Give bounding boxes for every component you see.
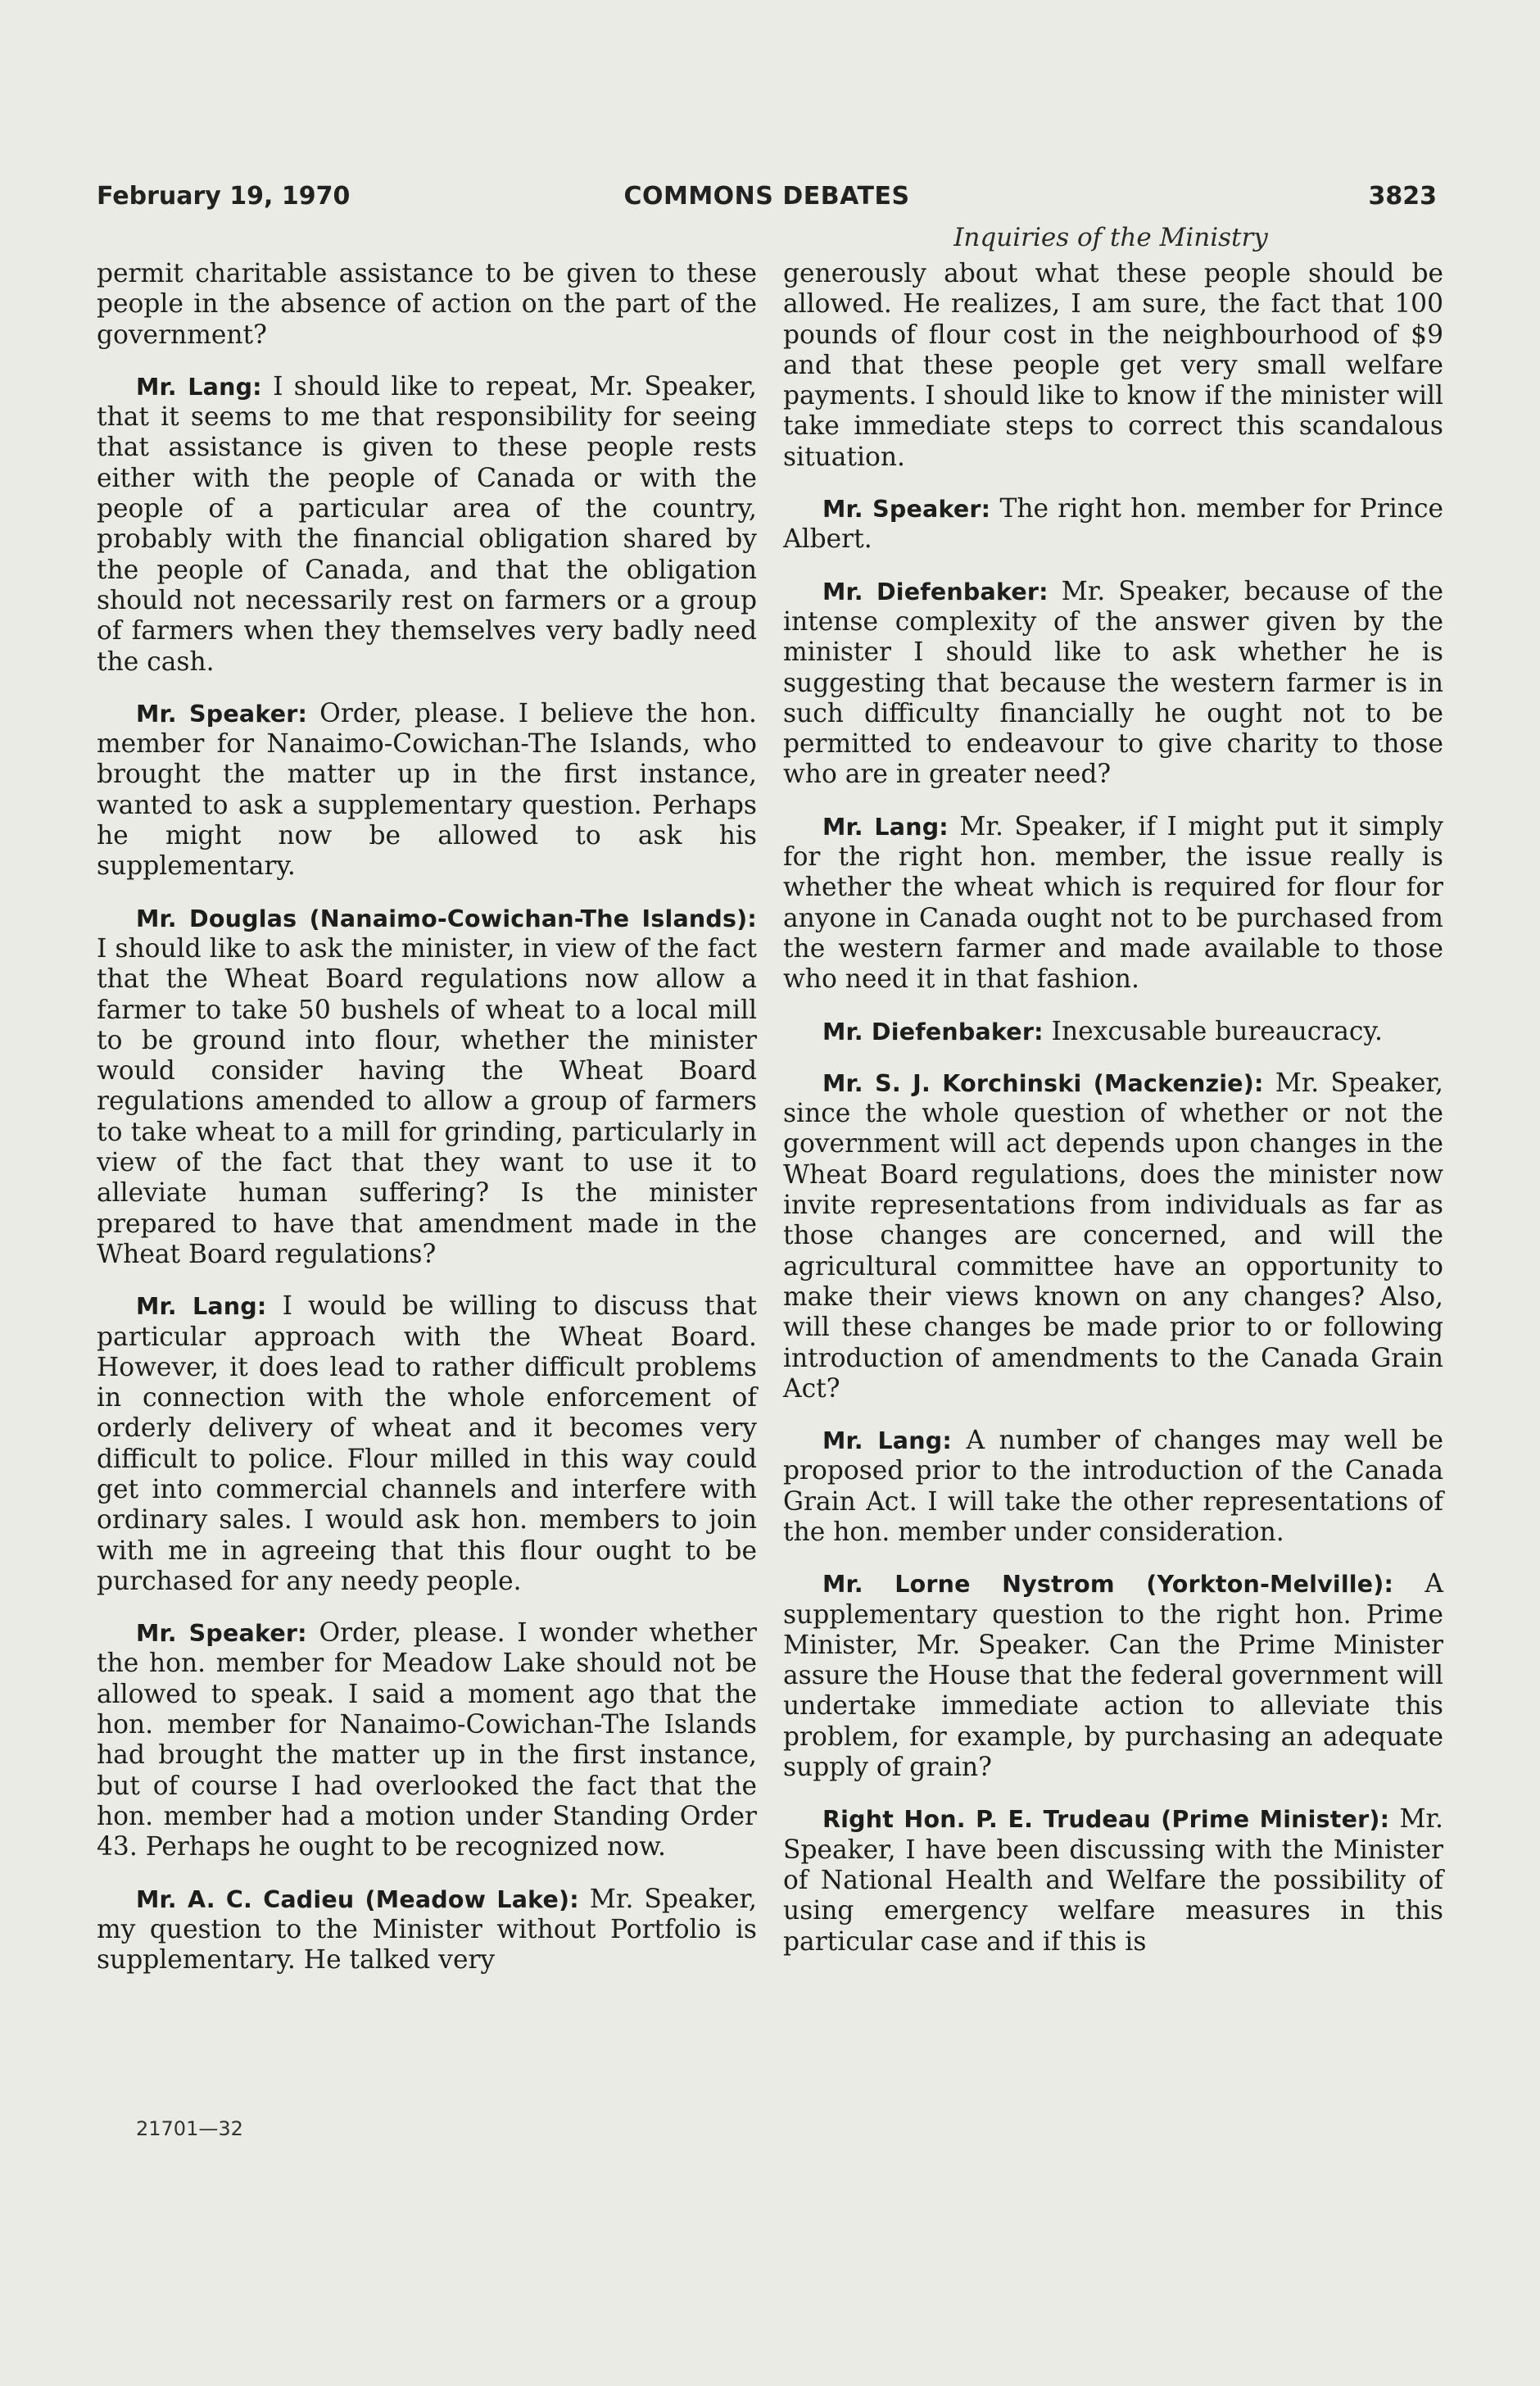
paragraph — [783, 1017, 1443, 1047]
speaker-name: Mr. Lorne Nystrom (Yorkton-Melville): — [822, 1571, 1394, 1599]
speaker-name: Mr. Speaker: — [822, 496, 991, 524]
right-column — [783, 259, 1443, 1979]
paragraph — [97, 372, 757, 678]
speaker-name: Mr. Douglas (Nanaimo-Cowichan-The Islands): — [136, 905, 757, 932]
paragraph-text: I should like to ask the minister, in view of the fact that the Wheat Board regulations now allow a farmer to take 50 bushels of wheat to a local mill to be ground into flour, whether the minister would consider having the Wheat Board regulations amended to allow a group of farmers to take wheat to a mill for grinding, particularly in view of the fact that they want to use it to alleviate human suffering? Is the minister prepared to have that amendment made in the Wheat Board regulations? — [97, 933, 757, 1269]
paragraph-text: The right hon. member for Prince Albert. — [783, 494, 1443, 555]
paragraph — [783, 1804, 1443, 1957]
speaker-name: Right Hon. P. E. Trudeau (Prime Minister): — [822, 1806, 1390, 1834]
paragraph — [97, 1291, 757, 1597]
speaker-name: Mr. Diefenbaker: — [822, 578, 1049, 606]
paragraph — [783, 259, 1443, 473]
left-column — [97, 259, 757, 1997]
paragraph-text: Mr. Speaker, if I might put it simply for the right hon. member, the issue really is whether the wheat which is required for flour for anyone in Canada ought not to be purchased from the western farmer and made available to those who need it in that fashion. — [783, 811, 1443, 995]
page-header — [97, 182, 1437, 221]
footer-code: 21701—32 — [136, 2117, 243, 2140]
paragraph — [783, 494, 1443, 556]
paragraph-text: permit charitable assistance to be given to these people in the absence of action on the part of the government? — [97, 259, 757, 350]
speaker-name: Mr. Lang: — [822, 1427, 952, 1455]
paragraph — [783, 577, 1443, 791]
paragraph — [97, 259, 757, 351]
paragraph — [97, 699, 757, 882]
speaker-name: Mr. Lang: — [136, 373, 262, 401]
paragraph — [783, 812, 1443, 996]
speaker-name: Mr. Lang: — [136, 1293, 267, 1321]
paragraph-text: A number of changes may well be proposed prior to the introduction of the Canada Grain Act. I will take the other representations of the hon. member under consideration. — [783, 1426, 1443, 1547]
paragraph-text: Mr. Speaker, since the whole question of whether or not the government will act depends upon changes in the Wheat Board regulations, does the minister now invite representations from individuals as far as those changes are concerned, and will the agricultural committee have an opportunity to make their views known on any changes? Also, will these changes be made prior to or following introduction of amendments to the Canada Grain Act? — [783, 1068, 1444, 1404]
paragraph-text: A supplementary question to the right hon. Prime Minister, Mr. Speaker. Can the Prime Minister assure the House that the federal government will undertake immediate action to alleviate this problem, for example, by purchasing an adequate supply of grain? — [783, 1569, 1443, 1783]
paragraph-text: Inexcusable bureaucracy. — [1051, 1016, 1383, 1046]
header-date: February 19, 1970 — [97, 182, 351, 211]
header-title: COMMONS DEBATES — [623, 182, 910, 211]
speaker-name: Mr. S. J. Korchinski (Mackenzie): — [822, 1069, 1264, 1097]
header-page-number: 3823 — [1368, 182, 1437, 211]
speaker-name: Mr. Lang: — [822, 813, 949, 841]
section-title: Inquiries of the Ministry — [953, 223, 1268, 252]
speaker-name: Mr. Speaker: — [136, 700, 308, 728]
paragraph — [97, 1885, 757, 1976]
paragraph-text: Order, please. I wonder whether the hon. member for Meadow Lake should not be allowed to speak. I said a moment ago that the hon. member for Nanaimo-Cowichan-The Islands had brought the matter up in the first instance, but of course I had overlooked the fact that the hon. member had a motion under Standing Order 43. Perhaps he ought to be recognized now. — [97, 1618, 758, 1862]
paragraph — [97, 904, 757, 1271]
paragraph-text: Mr. Speaker, I have been discussing with the Minister of National Health and Welfare the possibility of using emergency welfare measures in this particular case and if this is — [783, 1804, 1443, 1957]
paragraph-text: Mr. Speaker, my question to the Minister without Portfolio is supplementary. He talked very — [97, 1884, 758, 1975]
paragraph-text: Order, please. I believe the hon. member for Nanaimo-Cowichan-The Islands, who brought the matter up in the first instance, wanted to ask a supplementary question. Perhaps he might now be allowed to ask his supplementary. — [97, 698, 757, 882]
speaker-name: Mr. Speaker: — [136, 1620, 307, 1648]
paragraph — [783, 1569, 1443, 1783]
paragraph — [97, 1618, 757, 1862]
paragraph-text: Mr. Speaker, because of the intense complexity of the answer given by the minister I should like to ask whether he is suggesting that because the western farmer is in such difficulty financially he ought not to be permitted to endeavour to give charity to those who are in greater need? — [783, 576, 1443, 790]
paragraph-text: I would be willing to discuss that particular approach with the Wheat Board. However, it does lead to rather difficult problems in connection with the whole enforcement of orderly delivery of wheat and it becomes very difficult to police. Flour milled in this way could get into commercial channels and interfere with ordinary sales. I would ask hon. members to join with me in agreeing that this flour ought to be purchased for any needy people. — [97, 1291, 757, 1596]
paragraph — [783, 1426, 1443, 1548]
paragraph-text: I should like to repeat, Mr. Speaker, that it seems to me that responsibility for seeing that assistance is given to these people rests either with the people of Canada or with the people of a particular area of the country, probably with the financial obligation shared by the people of Canada, and that the obligation should not necessarily rest on farmers or a group of farmers when they themselves very badly need the cash. — [97, 371, 757, 677]
speaker-name: Mr. Diefenbaker: — [822, 1018, 1044, 1046]
paragraph — [783, 1068, 1443, 1404]
speaker-name: Mr. A. C. Cadieu (Meadow Lake): — [136, 1885, 579, 1913]
paragraph-text: generously about what these people should be allowed. He realizes, I am sure, the fact that 100 pounds of flour cost in the neighbourhood of $9 and that these people get very small welfare payments. I should like to know if the minister will take immediate steps to correct this scandalous situation. — [783, 259, 1443, 472]
